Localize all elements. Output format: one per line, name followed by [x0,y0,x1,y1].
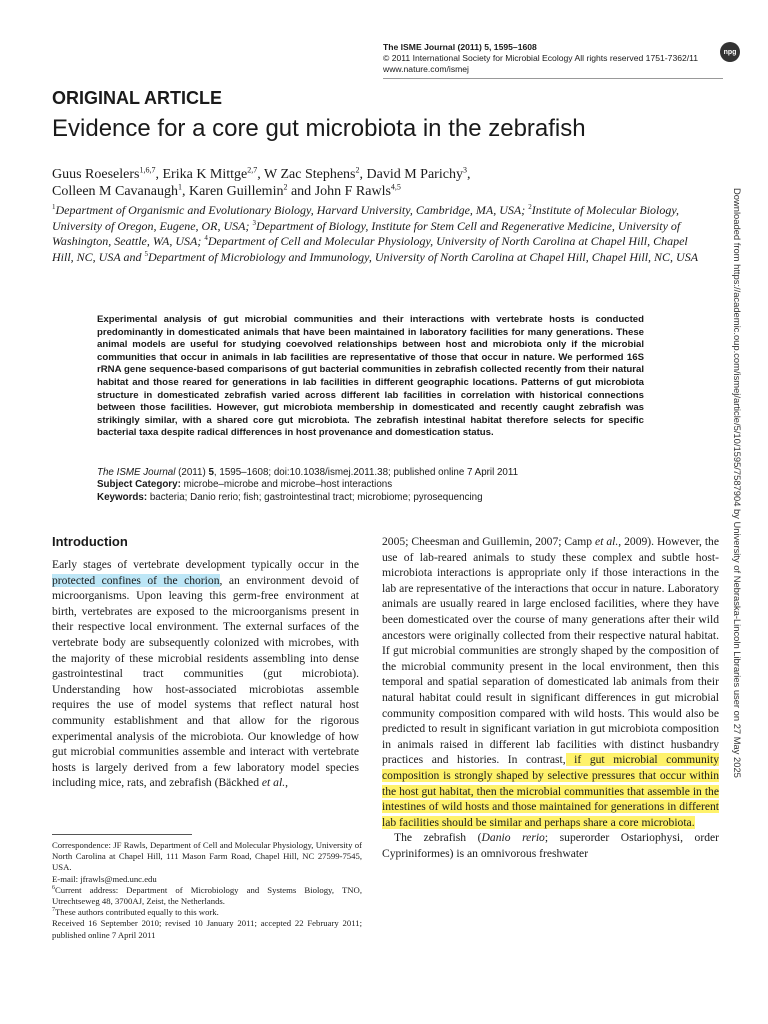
correspondence: Correspondence: JF Rawls, Department of Cell and Molecular Physiology, University of North Carolina at Chapel Hill, 111 Mason Farm Road, Chapel Hill, NC 27599-7545, USA. [52,840,362,873]
body-column-left [52,557,359,791]
affiliation: Department of Cell and Molecular Physiology, University of North Carolina at Chapel Hill, Chapel Hill, NC, USA and [52,234,688,264]
body-paragraph: The zebrafish (Danio rerio; superorder Ostariophysi, order Cypriniformes) is an omnivorous freshwater [382,831,720,860]
abstract: Experimental analysis of gut microbial communities and their interactions with vertebrate hosts is conducted predominantly in domesticated animals that have been maintained in laboratory facilities for many generations. These animal models are useful for studying coevolved relationships between host and microbiota only if the microbial communities that occur in animals in lab facilities are representative of those that occur in nature. We performed 16S rRNA gene sequence-based comparisons of gut bacterial communities in zebrafish collected recently from their natural habitat and those reared for generations in lab facilities in different geographic locations. Patterns of gut microbiota structure in domesticated zebrafish varied across different lab facilities in correlation with historical connections between those facilities. However, gut microbiota membership in domesticated and recently caught zebrafish was strikingly similar, with a shared core gut microbiota. The zebrafish intestinal habitat therefore selects for specific bacterial taxa despite radical differences in host provenance and domestication status. [97,314,644,439]
footnotes [52,840,362,941]
affiliation: Department of Organismic and Evolutionary Biology, Harvard University, Cambridge, MA, USA; [55,203,529,217]
affiliation: Department of Microbiology and Immunology, University of North Carolina at Chapel Hill, Chapel Hill, NC, USA [147,249,699,264]
affiliation: Institute of Molecular Biology, University of Oregon, Eugene, OR, USA; [52,203,680,233]
author-name: Erika K Mittge$^{2,7}$ [162,165,258,182]
author-name: Colleen M Cavanaugh$^1$ [52,182,182,199]
received-dates: Received 16 September 2010; revised 10 January 2011; accepted 22 February 2011; published online 7 April 2011 [52,918,362,940]
npg-logo: npg [720,42,740,62]
journal-citation-line: The ISME Journal (2011) 5, 1595–1608 [383,42,537,52]
equal-contribution: $^7$These authors contributed equally to this work. [52,907,219,918]
download-watermark: Downloaded from https://academic.oup.com/ismej/article/5/10/1595/7587904 by University of Nebraska-Lincoln Libraries user on 27 May 2025 [732,188,743,778]
email[interactable]: E-mail: jfrawls@med.unc.edu [52,873,157,884]
author-name: David M Parichy$^3$ [366,165,467,182]
author-name: W Zac Stephens$^2$ [264,165,360,182]
article-title: Evidence for a core gut microbiota in the zebrafish [52,115,586,142]
citation-line: The ISME Journal (2011) 5, 1595–1608; doi:10.1038/ismej.2011.38; published online 7 April 2011 [97,467,519,478]
journal-header [383,42,713,75]
header-divider [383,78,723,79]
body-column-right [382,534,719,861]
highlight-yellow: if gut microbial community composition is strongly shaped by selective pressures that occur within the host gut habitat, then the microbial communities that assemble in the intestines of wild hosts and those maintained for generations in different lab facilities should be similar and perhaps share a core microbiota. [382,753,719,829]
footnote-divider [52,834,192,835]
affiliation: Department of Biology, Institute for Stem Cell and Regenerative Medicine, University of Washington, Seattle, WA, USA; [52,218,681,249]
section-label: ORIGINAL ARTICLE [52,88,222,108]
keywords: Keywords: bacteria; Danio rerio; fish; gastrointestinal tract; microbiome; pyrosequencing [97,491,483,503]
subject-category: Subject Category: microbe–microbe and microbe–host interactions [97,479,393,491]
journal-url[interactable]: www.nature.com/ismej [383,64,469,74]
article-meta [97,467,657,504]
author-name: Karen Guillemin$^2$ [188,182,288,199]
affiliations: $^1$Department of Organismic and Evolutionary Biology, Harvard University, Cambridge, MA, USA; $^2$Institute of Molecular Biology, University of Oregon, Eugene, OR, USA; $^3$Department of Biology, Institute for Stem Cell and Regenerative Medicine, University of Washington, Seattle, WA, USA; $^4$Department of Cell and Molecular Physiology, University of North Carolina at Chapel Hill, Chapel Hill, NC, USA and $^5$Department of Microbiology and Immunology, University of North Carolina at Chapel Hill, Chapel Hill, NC, USA [52,203,699,264]
section-heading-introduction: Introduction [52,534,128,549]
author-list: Guus Roeselers$^{1,6,7}$, Erika K Mittge$^{2,7}$, W Zac Stephens$^2$, David M Parichy$^3$, Colleen M Cavanaugh$^1$, Karen Guillemin$^2$ and John F Rawls$^{4,5}$ [52,165,471,199]
current-address: $^6$Current address: Department of Microbiology and Systems Biology, TNO, Utrechtseweg 48, 3700AJ, Zeist, the Netherlands. [52,884,362,907]
body-paragraph: Early stages of vertebrate development typically occur in the protected confines of the chorion, an environment devoid of microorganisms. Upon leaving this germ-free environment at birth, vertebrates are exposed to the microorganisms present in their respective local environment. The external surfaces of the vertebrate body are subsequently colonized with microbes, with the majority of these microbial residents assembling into dense gastrointestinal tract communities (gut microbiota). Understanding how host-associated microbiotas assemble requires the use of model systems that reflect natural host community establishment and that allow for the rigorous experimental analysis of the microbiota. Our knowledge of how gut microbial communities assemble and interact with vertebrate hosts is largely derived from a few laboratory model species including mice, rats, and zebrafish (Bäckhed et al., [52,558,359,790]
author-name: Guus Roeselers$^{1,6,7}$ [52,165,156,182]
copyright-line: © 2011 International Society for Microbial Ecology All rights reserved 1751-7362/11 [383,53,699,63]
highlight-blue: protected confines of the chorion [52,573,220,587]
body-paragraph: 2005; Cheesman and Guillemin, 2007; Camp et al., 2009). However, the use of lab-reared animals to study these complex and subtle host-microbiota interactions is appropriate only if those interactions in the lab are representative of the interactions that occur in nature. Laboratory animals are usually reared in large enclosed facilities, where they have been domesticated over the course of many generations after their wild ancestors were originally collected from their respective natural habitat. If gut microbial communities are strongly shaped by the composition of the microbial community present in the local environment, then this temporal and spatial separation of domesticated lab animals from their natural habitat could result in significant differences in gut microbial community composition compared with wild hosts. This would also be predicted to result in significant variation in gut microbiota composition in animals raised in different lab facilities with distinct husbandry practices and histories. In contrast, if gut microbial community composition is strongly shaped by selective pressures that occur within the host gut habitat, then the microbial communities that assemble in the intestines of wild hosts and those maintained for generations in different lab facilities should be similar and perhaps share a core microbiota. [382,535,719,829]
author-name: John F Rawls$^{4,5}$ [314,182,401,199]
